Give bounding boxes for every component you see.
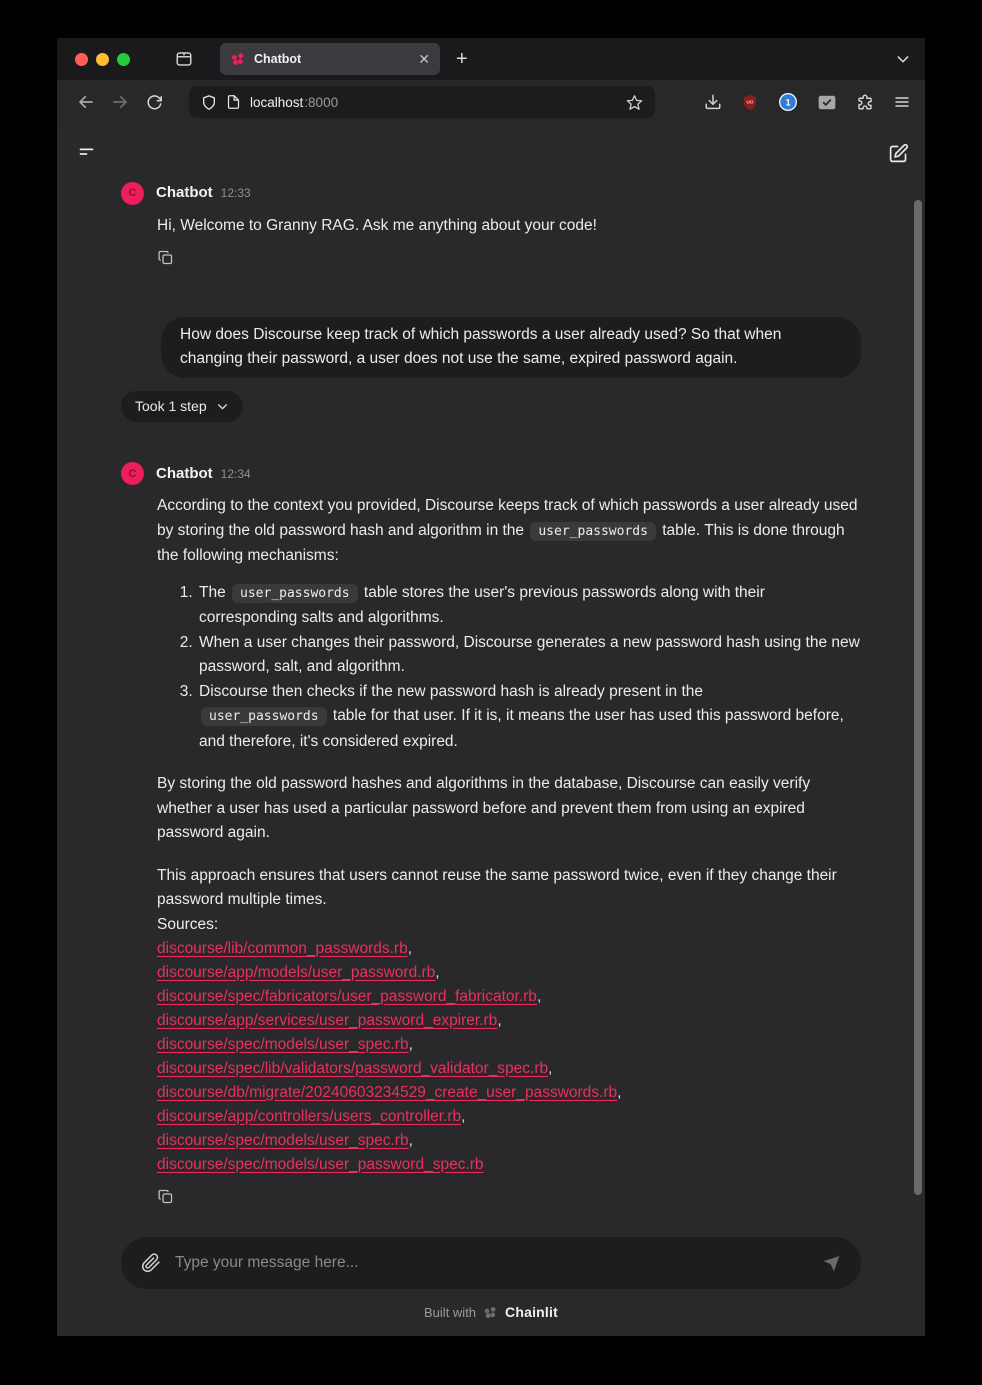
bot-message-1-text: Hi, Welcome to Granny RAG. Ask me anything about your code!: [157, 216, 597, 234]
bot-avatar: [121, 462, 144, 485]
source-link[interactable]: discourse/spec/models/user_password_spec.rb: [157, 1155, 484, 1173]
chat-area: [57, 124, 925, 1336]
answer-paragraph-1: According to the context you provided, Discourse keeps track of which passwords a user already used by storing the old password hash and algorithm in the user_passwords table. This is done through the following mechanisms:: [157, 497, 858, 564]
source-link[interactable]: discourse/app/services/user_password_expirer.rb: [157, 1011, 498, 1029]
chevron-down-icon: [216, 400, 229, 413]
extensions-puzzle-icon[interactable]: [856, 93, 874, 111]
message-timestamp: 12:33: [220, 186, 251, 200]
source-link[interactable]: discourse/db/migrate/20240603234529_create_user_passwords.rb: [157, 1083, 618, 1101]
source-link[interactable]: discourse/spec/lib/validators/password_validator_spec.rb: [157, 1059, 549, 1077]
new-tab-button[interactable]: +: [456, 47, 468, 70]
bookmark-star-icon[interactable]: [626, 94, 643, 111]
composer-zone: [121, 1237, 861, 1336]
menu-hamburger-icon[interactable]: [893, 94, 911, 110]
chainlit-brand-label: Chainlit: [505, 1304, 558, 1320]
source-link[interactable]: discourse/spec/models/user_spec.rb: [157, 1131, 409, 1149]
tab-close-icon[interactable]: ✕: [418, 51, 430, 67]
took-steps-label: Took 1 step: [135, 397, 207, 414]
bot-name: Chatbot: [156, 464, 213, 482]
took-steps-button[interactable]: [121, 391, 243, 422]
chainlit-logo-icon: [483, 1305, 498, 1320]
sources-label: Sources:: [157, 915, 219, 933]
close-window-button[interactable]: [75, 53, 88, 66]
message-input[interactable]: [175, 1254, 808, 1272]
source-link[interactable]: discourse/spec/models/user_spec.rb: [157, 1035, 409, 1053]
watermark[interactable]: [121, 1304, 861, 1336]
built-with-label: Built with: [424, 1304, 477, 1320]
avatar-letter: C: [128, 187, 137, 199]
inline-code: user_passwords: [232, 584, 358, 603]
answer-paragraph-2: By storing the old password hashes and algorithms in the database, Discourse can easily verify whether a user has used a particular password before and prevent them from using an expired password again.: [157, 775, 811, 841]
source-link[interactable]: discourse/spec/fabricators/user_password_fabricator.rb: [157, 987, 537, 1005]
url-port: :8000: [304, 94, 339, 110]
zoom-window-button[interactable]: [117, 53, 130, 66]
copy-icon[interactable]: [121, 1188, 174, 1205]
list-item: 3. Discourse then checks if the new password hash is already present in the user_passwords table for that user. If it is, it means the user has used this password before, and therefore, it's considered expired.: [197, 680, 861, 755]
reload-icon[interactable]: [139, 87, 169, 117]
copy-icon[interactable]: [121, 249, 174, 266]
chainlit-favicon-icon: [230, 51, 246, 67]
page-info-icon[interactable]: [226, 94, 241, 110]
window-controls: [75, 53, 130, 66]
bot-message-1: [121, 181, 861, 275]
bot-name: Chatbot: [156, 184, 213, 201]
chat-scrollbar[interactable]: [914, 200, 922, 1195]
source-link[interactable]: discourse/app/controllers/users_controller.rb: [157, 1107, 462, 1125]
user-message-row: [121, 317, 861, 378]
list-item: 2. When a user changes their password, Discourse generates a new password hash using the new password, salt, and algorithm.: [197, 631, 861, 680]
tab-chatbot[interactable]: [220, 43, 440, 75]
toolbar-extensions: [704, 92, 911, 112]
list-tabs-chevron-icon[interactable]: [895, 51, 911, 67]
source-link[interactable]: discourse/lib/common_passwords.rb: [157, 939, 408, 957]
message-composer[interactable]: [121, 1237, 861, 1289]
downloads-icon[interactable]: [704, 93, 722, 111]
new-chat-icon[interactable]: [888, 143, 909, 164]
ticket-extension-icon[interactable]: [817, 94, 837, 111]
avatar-letter: C: [128, 467, 137, 480]
send-message-icon[interactable]: [822, 1254, 841, 1273]
ublock-origin-icon[interactable]: [741, 93, 759, 112]
attach-file-icon[interactable]: [141, 1253, 161, 1273]
browser-toolbar: [57, 80, 925, 124]
svg-text:UO: UO: [746, 99, 754, 105]
back-icon[interactable]: [71, 87, 101, 117]
url-host: localhost: [250, 94, 304, 110]
answer-list: [157, 581, 861, 755]
bot-avatar: [121, 182, 144, 205]
firefox-view-icon[interactable]: [174, 50, 194, 68]
sources-block: Sources: discourse/lib/common_passwords.rb, discourse/app/models/user_password.rb, discourse/spec/fabricators/user_password_fabricator.rb, discourse/app/services/user_password_expirer.rb, discourse/spec/models/user_spec.rb, discourse/spec/lib/validators/password_validator_spec.rb, discourse/db/migrate/20240603234529_create_user_passwords.rb, discourse/app/controllers/users_controller.rb, discourse/spec/models/user_spec.rb, discourse/spec/models/user_password_spec.rb: [157, 913, 861, 1177]
inline-code: user_passwords: [530, 522, 656, 541]
chat-column: [121, 124, 861, 1213]
onepassword-icon[interactable]: [778, 92, 798, 112]
svg-text:1: 1: [785, 97, 791, 108]
message-timestamp: 12:34: [220, 466, 251, 481]
bot-message-2: [121, 462, 861, 1214]
source-link[interactable]: discourse/app/models/user_password.rb: [157, 963, 436, 981]
url-bar[interactable]: [189, 86, 655, 118]
answer-paragraph-3: This approach ensures that users cannot reuse the same password twice, even if they change their password multiple times.: [157, 866, 837, 908]
user-message-bubble: How does Discourse keep track of which passwords a user already used? So that when changing their password, a user does not use the same, expired password again.: [161, 317, 861, 378]
minimize-window-button[interactable]: [96, 53, 109, 66]
shield-icon[interactable]: [201, 94, 217, 111]
inline-code: user_passwords: [201, 707, 327, 726]
tab-title: Chatbot: [254, 52, 302, 66]
browser-window: [57, 38, 925, 1320]
forward-icon[interactable]: [105, 87, 135, 117]
chat-history-toggle-icon[interactable]: [77, 144, 96, 160]
list-item: 1. The user_passwords table stores the user's previous passwords along with their corresponding salts and algorithms.: [197, 581, 861, 631]
tab-strip: [57, 38, 925, 80]
